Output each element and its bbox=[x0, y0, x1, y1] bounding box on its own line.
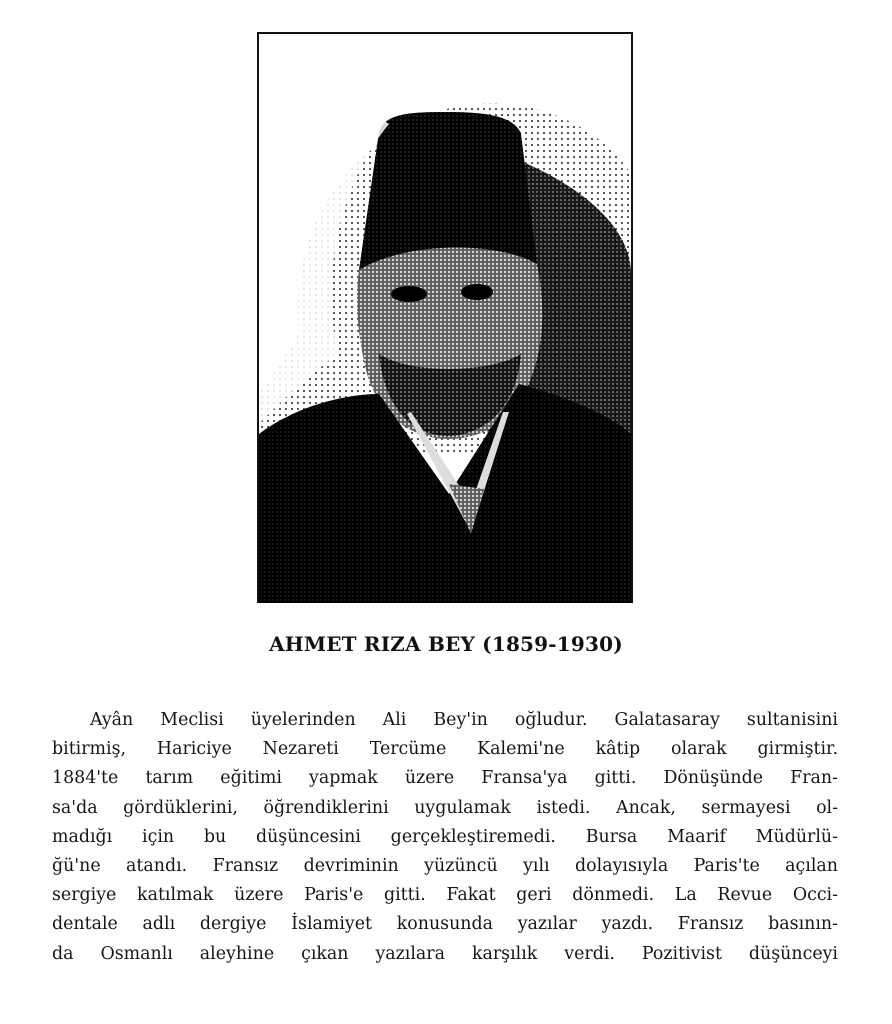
paragraph-line: 1884'te tarım eğitimi yapmak üzere Fransa'ya gitti. Dönüşünde Fran- bbox=[52, 768, 838, 789]
paragraph-line: dentale adlı dergiye İslamiyet konusunda yazılar yazdı. Fransız basının- bbox=[52, 914, 838, 935]
paragraph-line: sergiye katılmak üzere Paris'e gitti. Fakat geri dönmedi. La Revue Occi- bbox=[52, 885, 838, 906]
biography-paragraph bbox=[52, 706, 838, 969]
paragraph-line: Ayân Meclisi üyelerinden Ali Bey'in oğludur. Galatasaray sultanisini bbox=[90, 710, 838, 730]
paragraph-line: ğü'ne atandı. Fransız devriminin yüzüncü yılı dolayısıyla Paris'te açılan bbox=[52, 856, 838, 877]
paragraph-line: bitirmiş, Hariciye Nezareti Tercüme Kalemi'ne kâtip olarak girmiştir. bbox=[52, 739, 838, 760]
photo-caption: AHMET RIZA BEY (1859-1930) bbox=[269, 632, 623, 656]
paragraph-line: sa'da gördüklerini, öğrendiklerini uygulamak istedi. Ancak, sermayesi ol- bbox=[52, 797, 838, 818]
portrait-photo bbox=[257, 32, 633, 603]
paragraph-line: da Osmanlı aleyhine çıkan yazılara karşılık verdi. Pozitivist düşünceyi bbox=[52, 943, 838, 964]
portrait-image bbox=[259, 34, 631, 603]
paragraph-line: madığı için bu düşüncesini gerçekleştiremedi. Bursa Maarif Müdürlü- bbox=[52, 826, 838, 847]
